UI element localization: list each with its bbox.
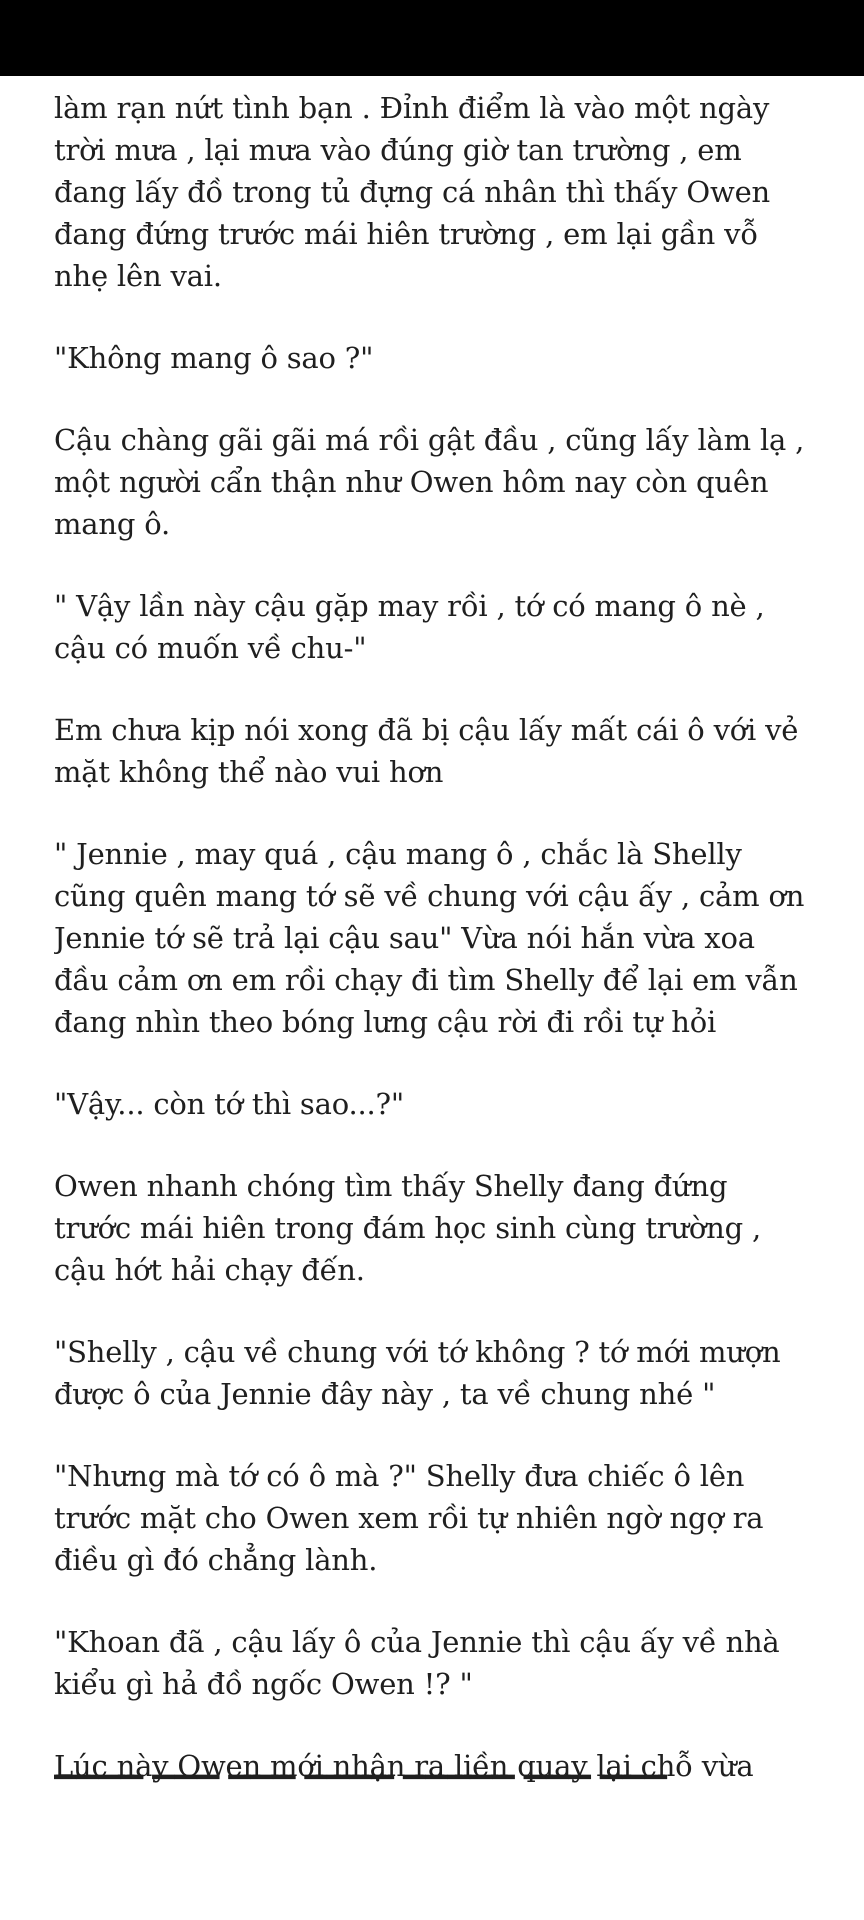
story-paragraph	[54, 87, 824, 297]
story-line: Lúc này Owen mới nhận ra liền quay lại chỗ vừa	[54, 1749, 754, 1783]
story-line: điều gì đó chẳng lành.	[54, 1543, 378, 1577]
story-line: đầu cảm ơn em rồi chạy đi tìm Shelly để lại em vẫn	[54, 963, 798, 997]
story-line: cũng quên mang tớ sẽ về chung với cậu ấy , cảm ơn	[54, 879, 805, 913]
story-line: " Vậy lần này cậu gặp may rồi , tớ có mang ô nè ,	[54, 589, 765, 623]
story-line: đang đứng trước mái hiên trường , em lại gần vỗ	[54, 217, 758, 251]
story-line: trời mưa , lại mưa vào đúng giờ tan trường , em	[54, 133, 742, 167]
story-paragraph	[54, 1621, 824, 1705]
story-paragraph	[54, 419, 824, 545]
story-line: trước mặt cho Owen xem rồi tự nhiên ngờ ngợ ra	[54, 1501, 764, 1535]
story-line: cậu hớt hải chạy đến.	[54, 1253, 365, 1287]
story-line: "Nhưng mà tớ có ô mà ?" Shelly đưa chiếc ô lên	[54, 1459, 745, 1493]
story-line: "Không mang ô sao ?"	[54, 341, 374, 375]
story-paragraph	[54, 1331, 824, 1415]
story-paragraph	[54, 833, 824, 1043]
story-paragraph	[54, 1165, 824, 1291]
story-line: mang ô.	[54, 507, 171, 541]
story-line: Jennie tớ sẽ trả lại cậu sau" Vừa nói hắn vừa xoa	[54, 921, 755, 955]
story-line: Owen nhanh chóng tìm thấy Shelly đang đứng	[54, 1169, 728, 1203]
story-line: nhẹ lên vai.	[54, 259, 222, 293]
story-text	[54, 87, 824, 1787]
story-line: mặt không thể nào vui hơn	[54, 755, 444, 789]
cropped-bottom-line	[54, 1769, 824, 1787]
story-line: Cậu chàng gãi gãi má rồi gật đầu , cũng lấy làm lạ ,	[54, 423, 805, 457]
story-line: "Khoan đã , cậu lấy ô của Jennie thì cậu ấy về nhà	[54, 1625, 780, 1659]
story-line: cậu có muốn về chu-"	[54, 631, 367, 665]
cropped-bottom-line-glyphs	[54, 1769, 667, 1779]
story-paragraph	[54, 585, 824, 669]
story-line: đang lấy đồ trong tủ đựng cá nhân thì thấy Owen	[54, 175, 771, 209]
story-line: trước mái hiên trong đám học sinh cùng trường ,	[54, 1211, 762, 1245]
story-line: một người cẩn thận như Owen hôm nay còn quên	[54, 465, 769, 499]
story-line: Em chưa kịp nói xong đã bị cậu lấy mất cái ô với vẻ	[54, 713, 799, 747]
story-line: kiểu gì hả đồ ngốc Owen !? "	[54, 1667, 473, 1701]
story-line: "Shelly , cậu về chung với tớ không ? tớ mới mượn	[54, 1335, 781, 1369]
top-black-bar	[0, 0, 864, 76]
story-paragraph	[54, 1455, 824, 1581]
story-paragraph	[54, 709, 824, 793]
story-line: được ô của Jennie đây này , ta về chung nhé "	[54, 1377, 716, 1411]
story-line: đang nhìn theo bóng lưng cậu rời đi rồi tự hỏi	[54, 1005, 717, 1039]
story-line: "Vậy... còn tớ thì sao...?"	[54, 1087, 404, 1121]
story-line: làm rạn nứt tình bạn . Đỉnh điểm là vào một ngày	[54, 91, 770, 125]
story-line: " Jennie , may quá , cậu mang ô , chắc là Shelly	[54, 837, 742, 871]
story-paragraph	[54, 1083, 824, 1125]
story-paragraph	[54, 337, 824, 379]
